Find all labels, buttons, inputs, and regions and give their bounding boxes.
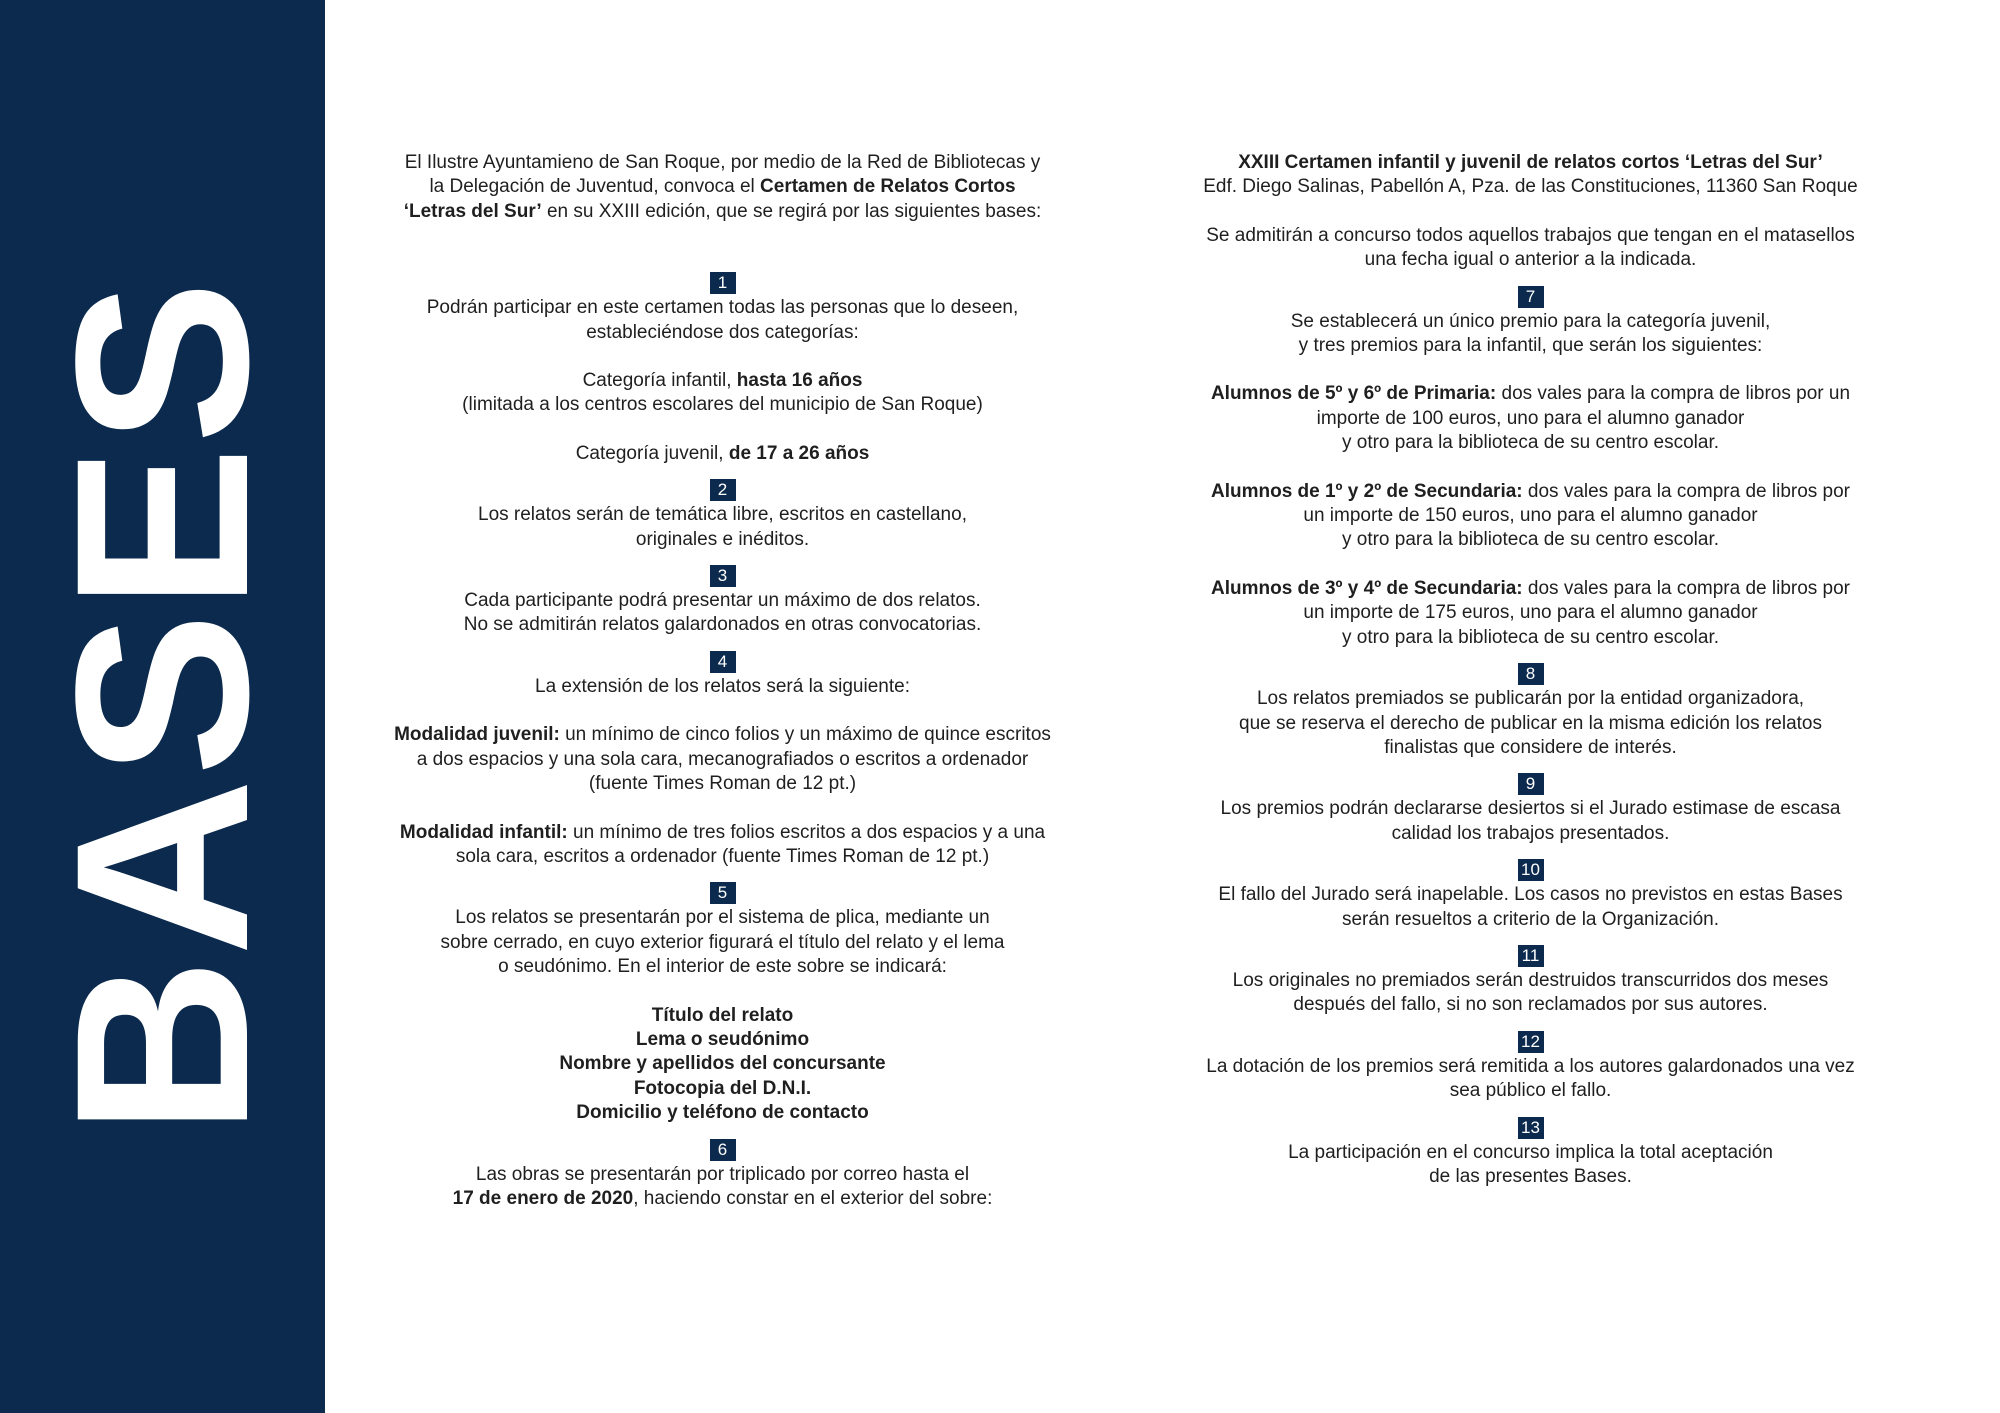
section-text: y otro para la biblioteca de su centro escolar. (1341, 529, 1720, 551)
prize-text: dos vales para la compra de libros por (1522, 577, 1851, 599)
section-text: un importe de 175 euros, uno para el alumno ganador (1303, 602, 1758, 624)
section-number: 8 (1518, 663, 1544, 685)
section-text (370, 1187, 1075, 1211)
section-text: Los relatos se presentarán por el sistema de plica, mediante un (455, 907, 990, 929)
sidebar (0, 0, 325, 1413)
section-text: La extensión de los relatos será la siguiente: (535, 675, 910, 697)
section-6 (370, 1138, 1075, 1212)
section-number: 13 (1518, 1117, 1544, 1139)
section-text: que se reserva el derecho de publicar en la misma edición los relatos (1239, 712, 1822, 734)
section-text: importe de 100 euros, uno para el alumno ganador (1316, 407, 1745, 429)
category-juvenil (370, 442, 1075, 466)
envelope-item: Fotocopia del D.N.I. (633, 1077, 812, 1099)
prize-text: dos vales para la compra de libros por un (1496, 383, 1851, 405)
section-text: sola cara, escritos a ordenador (fuente Times Roman de 12 pt.) (455, 845, 990, 867)
section-text: Se establecerá un único premio para la categoría juvenil, (1290, 310, 1771, 332)
section-11 (1178, 944, 1883, 1018)
category-text: Categoría juvenil, (575, 442, 729, 464)
prize-label: Alumnos de 1º y 2º de Secundaria: (1210, 480, 1523, 502)
section-9 (1178, 772, 1883, 846)
section-3 (370, 564, 1075, 638)
modalidad-infantil (370, 821, 1075, 845)
envelope-item: Título del relato (651, 1004, 794, 1026)
section-text: y otro para la biblioteca de su centro escolar. (1341, 432, 1720, 454)
intro-line (370, 175, 1075, 199)
intro-line (370, 200, 1075, 224)
envelope-item: Lema o seudónimo (635, 1028, 810, 1050)
section-text: Los relatos serán de temática libre, escritos en castellano, (478, 504, 967, 526)
section-number: 10 (1518, 859, 1544, 881)
section-text: Podrán participar en este certamen todas las personas que lo deseen, (426, 297, 1019, 319)
section-text: El fallo del Jurado será inapelable. Los casos no previstos en estas Bases (1218, 884, 1843, 906)
intro (370, 151, 1075, 224)
envelope-item: Nombre y apellidos del concursante (559, 1053, 886, 1075)
prize-secundaria-3-4 (1178, 577, 1883, 601)
intro-text: la Delegación de Juventud, convoca el (429, 176, 761, 198)
section-text: estableciéndose dos categorías: (586, 321, 859, 343)
intro-bold: ‘Letras del Sur’ (403, 200, 542, 222)
section-1 (370, 271, 1075, 466)
section-12 (1178, 1030, 1883, 1104)
modalidad-juvenil (370, 723, 1075, 747)
postmark-note: una fecha igual o anterior a la indicada. (1364, 249, 1697, 271)
category-note: (limitada a los centros escolares del municipio de San Roque) (462, 394, 983, 416)
section-text: originales e inéditos. (635, 528, 810, 550)
section-number: 1 (710, 272, 736, 294)
modalidad-text: un mínimo de tres folios escritos a dos espacios y a una (567, 821, 1046, 843)
address-line: Edf. Diego Salinas, Pabellón A, Pza. de las Constituciones, 11360 San Roque (1203, 176, 1858, 198)
section-number: 7 (1518, 286, 1544, 308)
prize-label: Alumnos de 5º y 6º de Primaria: (1210, 383, 1497, 405)
section-10 (1178, 858, 1883, 932)
section-text: Las obras se presentarán por triplicado por correo hasta el (475, 1163, 970, 1185)
address-block (1178, 151, 1883, 273)
category-text: Categoría infantil, (582, 370, 737, 392)
intro-line: El Ilustre Ayuntamieno de San Roque, por medio de la Red de Bibliotecas y (404, 152, 1041, 173)
section-7 (1178, 285, 1883, 650)
section-text: sobre cerrado, en cuyo exterior figurará el título del relato y el lema (440, 931, 1005, 953)
section-text: Los originales no premiados serán destruidos transcurridos dos meses (1232, 969, 1829, 991)
section-text: sea público el fallo. (1449, 1080, 1612, 1102)
section-number: 6 (710, 1139, 736, 1161)
intro-bold: Certamen de Relatos Cortos (760, 176, 1016, 198)
section-text: (fuente Times Roman de 12 pt.) (588, 773, 857, 795)
deadline-date: 17 de enero de 2020 (452, 1187, 634, 1209)
section-number: 5 (710, 882, 736, 904)
section-text: después del fallo, si no son reclamados por sus autores. (1293, 994, 1768, 1016)
section-text: Los premios podrán declararse desiertos si el Jurado estimase de escasa (1220, 798, 1841, 820)
section-text: La participación en el concurso implica la total aceptación (1288, 1141, 1773, 1163)
section-text: Cada participante podrá presentar un máximo de dos relatos. (464, 590, 981, 612)
modalidad-text: un mínimo de cinco folios y un máximo de quince escritos (559, 724, 1051, 746)
bases-title: BASES (24, 277, 300, 1136)
prize-primaria (1178, 382, 1883, 406)
section-text: a dos espacios y una sola cara, mecanografiados o escritos a ordenador (416, 748, 1029, 770)
section-number: 2 (710, 479, 736, 501)
prize-label: Alumnos de 3º y 4º de Secundaria: (1210, 577, 1523, 599)
section-number: 12 (1518, 1031, 1544, 1053)
section-text: y tres premios para la infantil, que serán los siguientes: (1298, 335, 1763, 357)
modalidad-label: Modalidad infantil: (399, 821, 568, 843)
section-number: 9 (1518, 773, 1544, 795)
section-text: o seudónimo. En el interior de este sobre se indicará: (498, 956, 947, 978)
envelope-item: Domicilio y teléfono de contacto (576, 1102, 869, 1124)
right-column (1178, 151, 1883, 1189)
section-text: calidad los trabajos presentados. (1391, 822, 1670, 844)
section-8 (1178, 662, 1883, 760)
deadline-text: , haciendo constar en el exterior del sobre: (633, 1187, 993, 1209)
section-text: Los relatos premiados se publicarán por la entidad organizadora, (1256, 688, 1805, 710)
category-age: hasta 16 años (736, 370, 863, 392)
section-text: serán resueltos a criterio de la Organización. (1341, 908, 1720, 930)
left-column (370, 151, 1075, 1211)
intro-text: en su XXIII edición, que se regirá por las siguientes bases: (541, 200, 1042, 222)
section-text: La dotación de los premios será remitida a los autores galardonados una vez (1206, 1055, 1855, 1077)
section-text: y otro para la biblioteca de su centro escolar. (1341, 626, 1720, 648)
section-text: de las presentes Bases. (1429, 1165, 1632, 1187)
section-text: finalistas que considere de interés. (1384, 736, 1677, 758)
section-number: 4 (710, 651, 736, 673)
section-2 (370, 478, 1075, 552)
prize-text: dos vales para la compra de libros por (1522, 480, 1851, 502)
section-4 (370, 650, 1075, 869)
postmark-note: Se admitirán a concurso todos aquellos trabajos que tengan en el matasellos (1206, 224, 1855, 246)
section-number: 3 (710, 565, 736, 587)
address-title: XXIII Certamen infantil y juvenil de relatos cortos ‘Letras del Sur’ (1238, 152, 1823, 173)
category-infantil (370, 369, 1075, 393)
section-number: 11 (1518, 945, 1544, 967)
category-age: de 17 a 26 años (728, 442, 870, 464)
section-5 (370, 881, 1075, 1125)
prize-secundaria-1-2 (1178, 480, 1883, 504)
section-13 (1178, 1116, 1883, 1190)
section-text: un importe de 150 euros, uno para el alumno ganador (1303, 505, 1758, 527)
modalidad-label: Modalidad juvenil: (394, 724, 560, 746)
section-text: No se admitirán relatos galardonados en otras convocatorias. (463, 614, 982, 636)
